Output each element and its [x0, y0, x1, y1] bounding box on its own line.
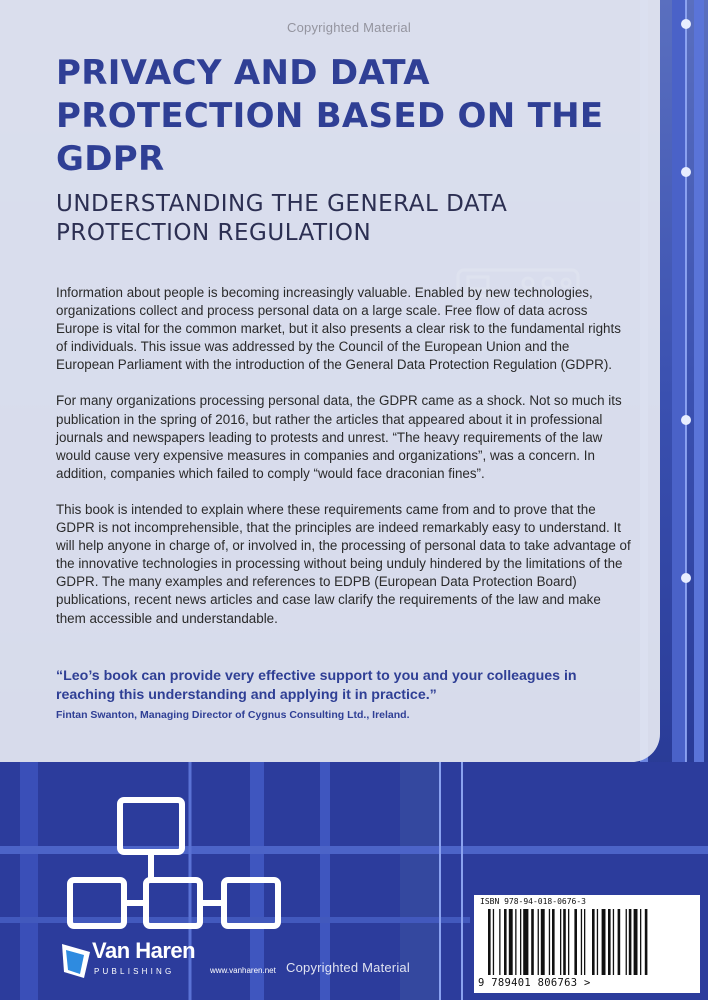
watermark-top: Copyrighted Material: [287, 20, 411, 35]
book-subtitle: UNDERSTANDING THE GENERAL DATA PROTECTION REGULATION: [56, 191, 508, 246]
watermark-bottom: Copyrighted Material: [286, 960, 410, 975]
publisher-logo: [60, 936, 210, 986]
book-title: PRIVACY AND DATA PROTECTION BASED ON THE GDPR: [56, 53, 604, 179]
blurb: [56, 284, 631, 646]
isbn-label: ISBN 978-94-018-0676-3: [480, 897, 586, 906]
blurb-paragraph-3: This book is intended to explain where these requirements came from and to prove that the GDPR is not incomprehensible, that the principles are indeed remarkably easy to understand. It will help anyone in charge of, or involved in, the processing of personal data to take advantage of the innovative technologies in processing without being unduly hindered by the limitations of the GDPR. The many examples and references to EDPB (European Data Protection Board) publications, recent news articles and case law clarify the requirements of the law and make them accessible and understandable.: [56, 501, 631, 626]
publisher-name: Van Haren: [92, 938, 196, 963]
barcode-bars: [482, 909, 692, 975]
blurb-paragraph-2: For many organizations processing personal data, the GDPR came as a shock. Not so much its publication in the spring of 2016, but rather the articles that appeared about it in professional journals and newspapers leading to protests and unrest. “The heavy requirements of the law would cause very expensive measures in companies and organizations”, was a concern. In addition, companies which failed to comply “would face draconian fines”.: [56, 393, 622, 481]
barcode-digits: 9 789401 806763 >: [478, 977, 591, 989]
blurb-paragraph-1: Information about people is becoming increasingly valuable. Enabled by new technologies, organizations collect and process personal data on a large scale. Free flow of data across Europe is vital for the common market, but it also presents a clear risk to the fundamental rights of individuals. This issue was addressed by the Council of the European Union and the European Parliament with the introduction of the General Data Protection Regulation (GDPR).: [56, 285, 621, 373]
publisher-website: www.vanharen.net: [210, 966, 276, 975]
endorsement-quote: “Leo’s book can provide very effective support to you and your colleagues in reaching this understanding and applying it in practice.”: [56, 668, 577, 703]
endorsement-attribution: Fintan Swanton, Managing Director of Cygnus Consulting Ltd., Ireland.: [56, 709, 410, 721]
isbn-barcode: [474, 895, 700, 993]
van-haren-logo-mark: [60, 942, 92, 980]
publisher-sub: PUBLISHING: [94, 967, 175, 976]
